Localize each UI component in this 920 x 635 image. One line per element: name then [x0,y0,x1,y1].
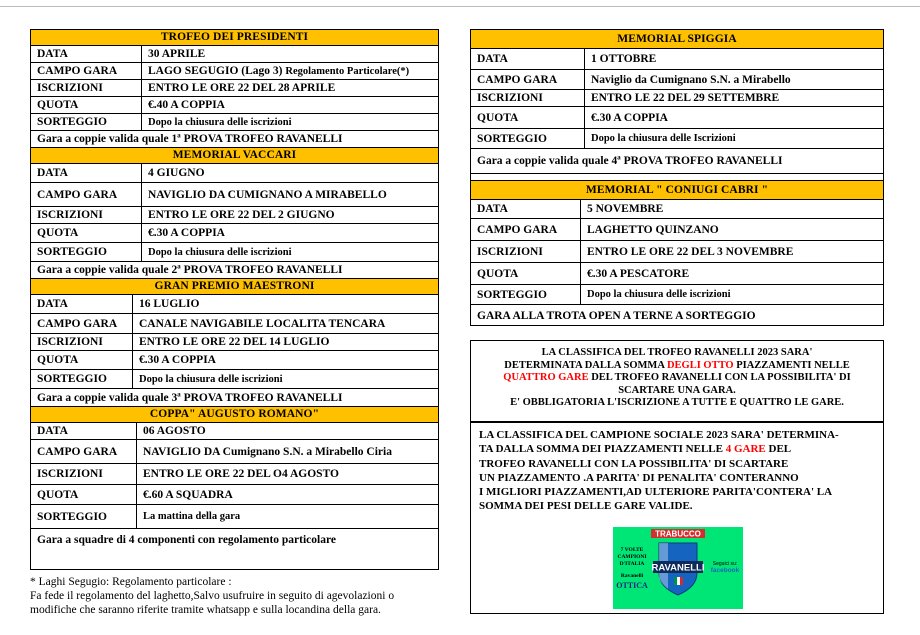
event-title: MEMORIAL SPIGGIA [471,30,883,49]
logo-left-text: D'ITALIA [619,561,645,567]
value-data: 5 NOVEMBRE [587,203,664,215]
label-data: DATA [31,295,133,313]
event-footer: Gara a coppie valida quale 1ª PROVA TROFEO RAVANELLI [37,133,343,145]
notice-line [471,372,883,385]
top-divider [0,6,920,7]
label-campo-gara: CAMPO GARA [31,183,142,206]
event-title: GRAN PREMIO MAESTRONI [31,279,438,295]
event-footer: Gara a coppie valida quale 2ª PROVA TROFEO RAVANELLI [37,264,343,276]
label-iscrizioni: ISCRIZIONI [471,90,585,106]
label-iscrizioni: ISCRIZIONI [31,207,142,223]
value-iscrizioni: ENTRO LE ORE 22 DEL 28 APRILE [148,82,336,94]
notice-line [471,360,883,373]
notice-text: TA DALLA SOMMA DEI PIAZZAMENTI NELLE [479,443,726,456]
notice-text: PIAZZAMENTI NELLE [733,359,850,371]
regolamento-note: Regolamento Particolare(*) [285,65,410,77]
value-iscrizioni: ENTRO LE ORE 22 DEL 14 LUGLIO [139,336,330,348]
footnote-line: * Laghi Segugio: Regolamento particolare : [30,576,232,588]
label-iscrizioni: ISCRIZIONI [31,334,133,350]
event-title: COPPA" AUGUSTO ROMANO" [31,407,438,423]
value-sorteggio: La mattina della gara [143,511,241,522]
label-campo-gara: CAMPO GARA [31,440,137,463]
value-data: 06 AGOSTO [143,425,206,437]
label-sorteggio: SORTEGGIO [471,285,581,304]
value-data: 4 GIUGNO [148,167,205,179]
value-campo-gara: LAGHETTO QUINZANO [587,223,719,236]
value-data: 16 LUGLIO [139,298,200,310]
notice-line: I MIGLIORI PIAZZAMENTI,AD ULTERIORE PARITA'CONTERA' LA [479,486,833,499]
value-iscrizioni: ENTRO LE ORE 22 DEL O4 AGOSTO [143,468,339,480]
facebook-icon: facebook [710,567,740,574]
value-iscrizioni: ENTRO LE ORE 22 DEL 3 NOVEMBRE [587,245,794,258]
label-sorteggio: SORTEGGIO [31,243,142,261]
notice-text: DEL [765,443,792,456]
event-title: MEMORIAL " CONIUGI CABRI " [471,181,883,200]
footnote-line: modifiche che saranno riferite tramite whatsapp e sulla locandina della gara. [30,604,381,616]
label-sorteggio: SORTEGGIO [31,505,137,528]
label-quota: QUOTA [31,224,142,242]
left-events-table [30,29,439,570]
campo-gara-text: LAGO SEGUGIO (Lago 3) [148,65,283,77]
event-memorial-coniugi-cabri [471,181,883,327]
label-quota: QUOTA [471,263,581,284]
ravanelli-logo [613,527,743,609]
value-data: 30 APRILE [148,48,206,60]
value-quota: €.30 A COPPIA [139,354,216,366]
label-campo-gara: CAMPO GARA [31,314,133,333]
value-campo-gara: CANALE NAVIGABILE LOCALITA TENCARA [139,317,386,330]
event-title: TROFEO DEI PRESIDENTI [31,30,438,46]
label-campo-gara: CAMPO GARA [471,70,585,89]
label-quota: QUOTA [31,351,133,369]
notice-line [479,442,883,456]
notice-line: E' OBBLIGATORIA L'ISCRIZIONE A TUTTE E QUATTRO LE GARE. [510,397,844,408]
event-memorial-spiggia [471,30,883,174]
event-coppa-augusto-romano [31,407,438,550]
event-trofeo-presidenti [31,30,438,148]
logo-left-text: Ravanelli [620,573,644,579]
event-footer: Gara a squadre di 4 componenti con regolamento particolare [37,533,336,546]
notice-line: UN PIAZZAMENTO .A PARITA' DI PENALITA' CONTERANNO [479,471,799,484]
logo-brand-text: TRABUCCO [655,529,701,539]
value-quota: €.60 A SQUADRA [143,488,233,501]
flag-green [674,577,677,585]
notice-line: TROFEO RAVANELLI CON LA POSSIBILITA' DI SCARTARE [479,457,789,470]
footnote [30,575,394,617]
event-footer: Gara a coppie valida quale 3ª PROVA TROFEO RAVANELLI [37,391,343,404]
value-sorteggio: Dopo la chiusura delle iscrizioni [587,289,731,300]
value-iscrizioni: ENTRO LE ORE 22 DEL 2 GIUGNO [148,209,335,221]
notice-highlight: 4 GARE [725,443,766,456]
value-quota: €.40 A COPPIA [148,99,225,111]
event-gran-premio-maestroni [31,279,438,407]
notice-line: LA CLASSIFICA DEL CAMPIONE SOCIALE 2023 SARA' DETERMINA- [479,429,839,441]
notice-highlight: DEGLI OTTO [666,359,734,371]
label-data: DATA [31,46,142,62]
logo-left-text: 7 VOLTE [620,547,644,553]
ravanelli-notice [470,340,884,422]
logo-left-text: CAMPIONI [617,554,647,560]
value-data: 1 OTTOBRE [591,53,657,65]
logo-left-text: OTTICA [616,581,648,590]
section-gap [471,174,883,181]
event-title: MEMORIAL VACCARI [31,148,438,164]
notice-line: LA CLASSIFICA DEL TROFEO RAVANELLI 2023 SARA' [541,347,813,358]
label-iscrizioni: ISCRIZIONI [31,464,137,484]
value-quota: €.30 A COPPIA [148,227,225,239]
value-campo-gara [142,63,409,79]
label-data: DATA [471,49,585,69]
logo-graphic [613,527,743,609]
label-iscrizioni: ISCRIZIONI [31,80,142,96]
event-footer: GARA ALLA TROTA OPEN A TERNE A SORTEGGIO [477,310,756,322]
notice-highlight: QUATTRO GARE [503,372,589,383]
flag-white [677,577,680,585]
label-campo-gara: CAMPO GARA [31,63,142,79]
label-quota: QUOTA [31,97,142,113]
value-sorteggio: Dopo la chiusura delle Iscrizioni [591,133,736,144]
label-quota: QUOTA [471,107,585,128]
label-sorteggio: SORTEGGIO [31,370,133,388]
label-iscrizioni: ISCRIZIONI [471,241,581,262]
label-data: DATA [31,423,137,439]
value-sorteggio: Dopo la chiusura delle iscrizioni [139,373,283,385]
value-quota: €.30 A COPPIA [591,111,668,124]
footnote-line: Fa fede il regolamento del laghetto,Salvo usufruire in seguito di agevolazioni o [30,590,395,602]
label-data: DATA [31,164,142,182]
label-quota: QUOTA [31,485,137,504]
notice-line: SCARTARE UNA GARA. [618,384,736,396]
value-sorteggio: Dopo la chiusura delle iscrizioni [148,246,292,258]
value-sorteggio: Dopo la chiusura delle iscrizioni [148,116,292,128]
right-events-table [470,29,884,326]
value-iscrizioni: ENTRO LE 22 DEL 29 SETTEMBRE [591,92,780,104]
logo-name-text: RAVANELLI [651,562,705,574]
event-memorial-vaccari [31,148,438,279]
notice-text: DEL TROFEO RAVANELLI CON LA POSSIBILITA' DI [588,372,851,383]
value-campo-gara: Naviglio da Cumignano S.N. a Mirabello [591,73,791,86]
label-sorteggio: SORTEGGIO [31,114,142,130]
label-sorteggio: SORTEGGIO [471,129,585,148]
flag-red [680,577,683,585]
notice-text: DETERMINATA DALLA SOMMA [504,359,667,371]
value-quota: €.30 A PESCATORE [587,267,690,280]
value-campo-gara: NAVIGLIO DA CUMIGNANO A MIRABELLO [148,188,387,201]
label-campo-gara: CAMPO GARA [471,219,581,240]
event-footer: Gara a coppie valida quale 4ª PROVA TROFEO RAVANELLI [477,155,783,167]
logo-right-text: Seguici su: [712,561,738,567]
notice-line: SOMMA DEI PESI DELLE GARE VALIDE. [479,500,693,513]
label-data: DATA [471,200,581,218]
value-campo-gara: NAVIGLIO DA Cumignano S.N. a Mirabello Ciria [143,445,392,458]
